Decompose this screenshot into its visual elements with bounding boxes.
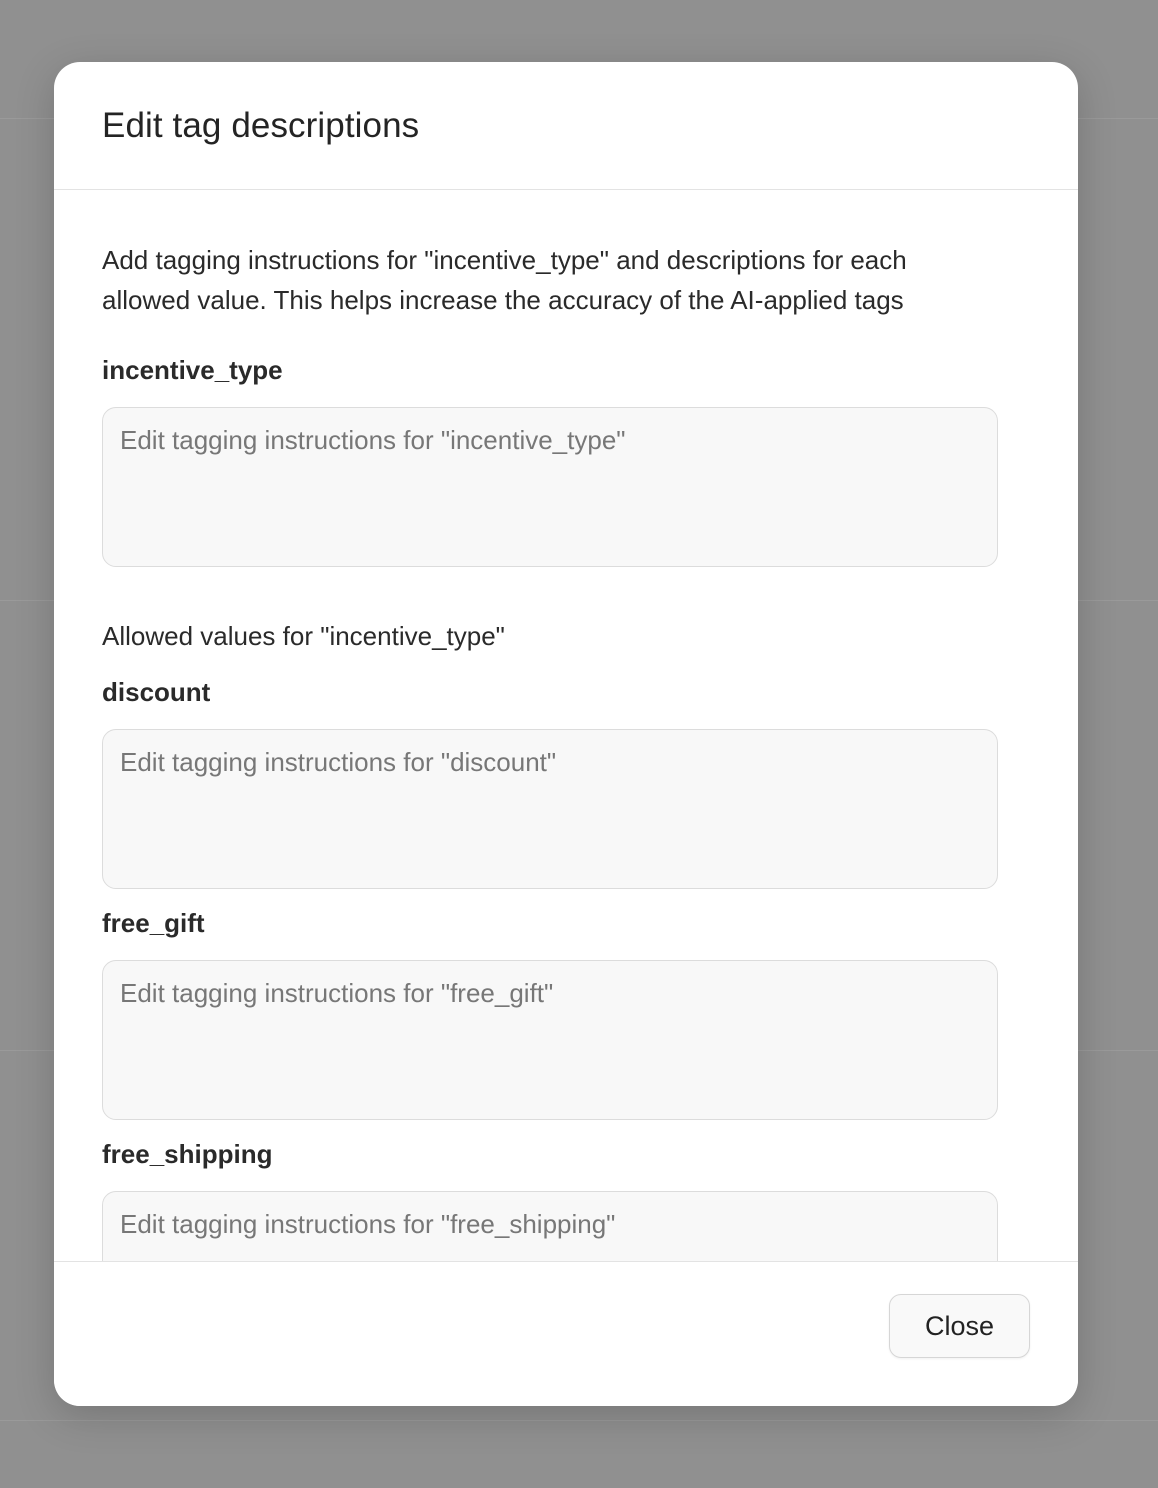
allowed-value-group-discount [102, 674, 998, 889]
allowed-value-label-free-gift: free_gift [102, 908, 205, 938]
edit-tag-descriptions-dialog [54, 62, 1078, 1406]
tag-field-group [102, 352, 998, 567]
dialog-body[interactable] [54, 190, 1078, 1261]
free-shipping-instructions-textarea[interactable] [102, 1191, 998, 1261]
discount-instructions-textarea[interactable] [102, 729, 998, 889]
tag-instructions-textarea[interactable] [102, 407, 998, 567]
allowed-value-label-discount: discount [102, 677, 211, 707]
allowed-values-heading: Allowed values for "incentive_type" [102, 621, 505, 651]
tag-field-label: incentive_type [102, 355, 283, 385]
allowed-value-group-free-gift [102, 905, 998, 1120]
background-divider [0, 1420, 1158, 1421]
dialog-footer [54, 1261, 1078, 1406]
allowed-value-group-free-shipping [102, 1136, 998, 1261]
close-button[interactable]: Close [889, 1294, 1030, 1358]
dialog-intro-text: Add tagging instructions for "incentive_type" and descriptions for each allowed value. This helps increase the accuracy of the AI-applied tags [102, 245, 907, 315]
dialog-title: Edit tag descriptions [102, 105, 420, 145]
allowed-value-label-free-shipping: free_shipping [102, 1139, 273, 1169]
free-gift-instructions-textarea[interactable] [102, 960, 998, 1120]
dialog-header [54, 62, 1078, 190]
